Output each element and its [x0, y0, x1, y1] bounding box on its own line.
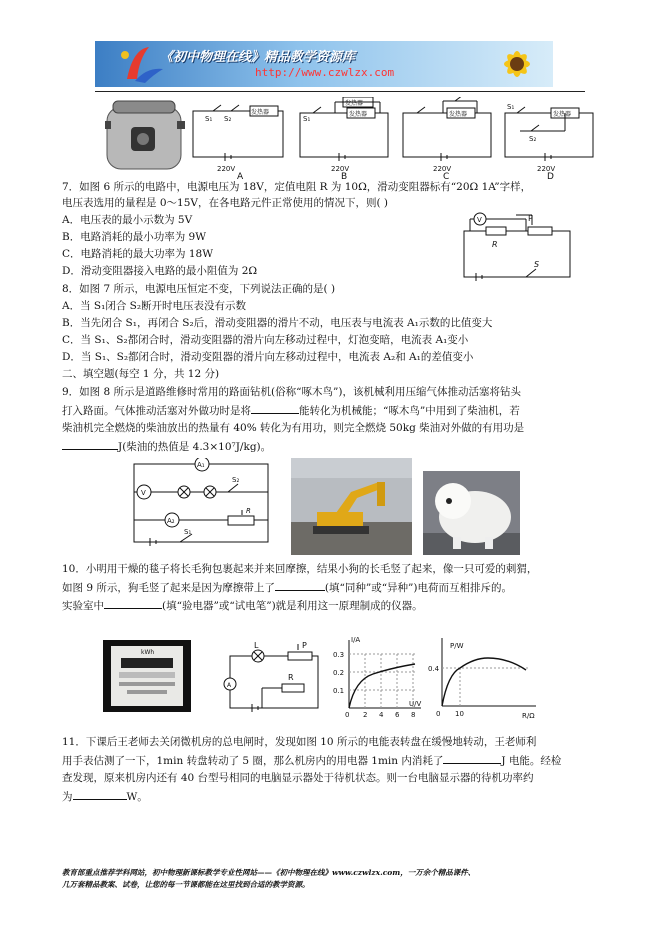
- q9-line-1: 9．如图 8 所示是道路维修时常用的路面钻机(俗称“啄木鸟”)，该机械利用压缩气体推动活塞将钻头: [62, 386, 521, 398]
- q9-blank-2[interactable]: [62, 438, 118, 450]
- q9-line-3: 柴油机完全燃烧的柴油放出的热量有 40% 转化为有用功，则完全燃烧 50kg 柴油对外做的有用功是: [62, 422, 525, 434]
- svg-text:220V: 220V: [433, 165, 452, 173]
- svg-text:R: R: [246, 507, 251, 515]
- svg-text:6: 6: [395, 711, 400, 719]
- header-divider: [95, 91, 585, 92]
- electric-meter-image: [103, 640, 191, 712]
- svg-text:0: 0: [436, 710, 441, 718]
- svg-text:A: A: [237, 172, 244, 179]
- svg-text:10: 10: [455, 710, 464, 718]
- svg-text:V: V: [477, 216, 482, 224]
- svg-text:S₂: S₂: [232, 476, 240, 484]
- footer-line-2: 几万套精品教案、试卷，让您的每一节课都能在这里找到合适的教学资源。: [62, 880, 310, 889]
- svg-text:发热器: 发热器: [449, 111, 468, 118]
- excavator-photo: [291, 458, 412, 555]
- q8-stem: 8．如图 7 所示，电源电压恒定不变，下列说法正确的是( ): [62, 283, 336, 295]
- svg-text:S₁: S₁: [184, 528, 192, 536]
- svg-text:4: 4: [379, 711, 384, 719]
- banner-title: 《初中物理在线》精品教学资源库: [160, 50, 356, 65]
- q7-option-c: C．电路消耗的最大功率为 18W: [62, 248, 214, 260]
- svg-text:R/Ω: R/Ω: [522, 712, 535, 720]
- sunflower-icon: [487, 41, 547, 87]
- q10-blank-2[interactable]: [104, 597, 162, 609]
- q7-option-a: A．电压表的最小示数为 5V: [62, 214, 193, 226]
- svg-text:A₂: A₂: [167, 517, 175, 525]
- svg-text:P/W: P/W: [450, 642, 464, 650]
- svg-text:L: L: [254, 641, 259, 650]
- section-fill-in-title: 二、填空题(每空 1 分，共 12 分): [62, 368, 220, 380]
- q11-line-3: 查发现，原来机房内还有 40 台型号相同的电脑显示器处于待机状态。则一台电脑显示器的待机功率约: [62, 772, 534, 784]
- svg-text:发热器: 发热器: [345, 100, 364, 107]
- q9-line-4: J(柴油的热值是 4.3×10⁷J/kg)。: [62, 438, 271, 455]
- svg-text:220V: 220V: [217, 165, 236, 173]
- svg-text:S: S: [534, 260, 540, 269]
- svg-text:A: A: [227, 682, 232, 689]
- q7-stem-line-2: 电压表选用的量程是 0～15V，在各电路元件正常使用的情况下，则( ): [62, 197, 388, 209]
- q10-line-2: 如图 9 所示，狗毛竖了起来是因为摩擦带上了 (填“同种”或“异种”)电荷而互相排斥的。: [62, 579, 512, 596]
- svg-text:P: P: [528, 214, 533, 223]
- figure-pr-graph: [428, 634, 540, 720]
- svg-text:C: C: [443, 172, 450, 179]
- svg-text:S₂: S₂: [224, 115, 232, 123]
- svg-text:R: R: [288, 673, 294, 682]
- q11-line-1: 11．下课后王老师去关闭微机房的总电闸时，发现如图 10 所示的电能表转盘在缓慢地转动，王老师利: [62, 736, 537, 748]
- q10-line-3: 实验室中 (填“验电器”或“试电笔”)就是利用这一原理制成的仪器。: [62, 597, 423, 614]
- svg-text:U/V: U/V: [409, 700, 422, 708]
- svg-text:I/A: I/A: [351, 636, 361, 644]
- q7-stem-line-1: 7．如图 6 所示的电路中，电源电压为 18V，定值电阻 R 为 10Ω，滑动变阻器标有“20Ω 1A”字样，: [62, 181, 532, 193]
- q11-line-2: 用手表估测了一下，1min 转盘转动了 5 圈，那么机房内的用电器 1min 内消耗了 J 电能。经检: [62, 752, 561, 769]
- svg-text:A₁: A₁: [197, 461, 205, 469]
- svg-text:D: D: [547, 172, 554, 179]
- svg-text:发热器: 发热器: [349, 111, 368, 118]
- svg-text:0.3: 0.3: [333, 651, 345, 659]
- q8-option-d: D．当 S₁、S₂都闭合时，滑动变阻器的滑片向左移动过程中，电流表 A₂和 A₁的差值变小: [62, 351, 474, 363]
- svg-text:R: R: [492, 240, 498, 249]
- q11-blank-2[interactable]: [73, 788, 127, 800]
- banner-url[interactable]: http://www.czwlzx.com: [255, 66, 395, 79]
- figure-iu-graph: [333, 634, 425, 720]
- q8-option-c: C．当 S₁、S₂都闭合时，滑动变阻器的滑片向左移动过程中，灯泡变暗，电流表 A₁变小: [62, 334, 469, 346]
- svg-text:P: P: [302, 641, 307, 650]
- svg-text:220V: 220V: [331, 165, 350, 173]
- svg-text:S₁: S₁: [303, 115, 311, 123]
- svg-text:S₁: S₁: [507, 103, 515, 111]
- svg-text:S₁: S₁: [205, 115, 213, 123]
- q11-line-4: 为 W。: [62, 788, 148, 805]
- svg-text:发热器: 发热器: [553, 111, 572, 118]
- svg-text:0.2: 0.2: [333, 669, 345, 677]
- svg-text:220V: 220V: [537, 165, 556, 173]
- svg-text:0.4: 0.4: [428, 665, 440, 673]
- dog-photo: [423, 471, 520, 555]
- svg-text:8: 8: [411, 711, 416, 719]
- q9-line-2: 打入路面。气体推动活塞对外做功时是将 能转化为机械能；“啄木鸟”中用到了柴油机，若: [62, 402, 520, 419]
- svg-text:发热器: 发热器: [251, 109, 270, 116]
- svg-text:0: 0: [345, 711, 350, 719]
- q8-option-a: A．当 S₁闭合 S₂断开时电压表没有示数: [62, 300, 247, 312]
- q7-option-b: B．电路消耗的最小功率为 9W: [62, 231, 207, 243]
- q11-blank-1[interactable]: [443, 752, 501, 764]
- svg-text:B: B: [341, 172, 348, 179]
- q10-line-1: 10．小明用干燥的毯子将长毛狗包裹起来并来回摩擦，结果小狗的长毛竖了起来，像一只可爱的刺猬，: [62, 563, 538, 575]
- figure-lamp-circuit: [222, 640, 326, 716]
- q9-blank-1[interactable]: [251, 402, 299, 414]
- figure-heater-circuits: [105, 97, 605, 179]
- figure-parallel-circuit: [128, 458, 280, 550]
- figure6-circuit: [456, 207, 578, 283]
- svg-text:S₂: S₂: [529, 135, 537, 143]
- pressure-cooker-image: [105, 101, 185, 169]
- q7-option-d: D．滑动变阻器接入电路的最小阻值为 2Ω: [62, 265, 258, 277]
- q8-option-b: B．当先闭合 S₁，再闭合 S₂后，滑动变阻器的滑片不动，电压表与电流表 A₁示数的比值变大: [62, 317, 493, 329]
- svg-text:0.1: 0.1: [333, 687, 345, 695]
- footer-line-1: 教育部重点推荐学科网站，初中物理新课标教学专业性网站——《初中物理在线》www.czwlzx.com，一万余个精品课件、: [62, 868, 476, 877]
- svg-text:kWh: kWh: [141, 649, 155, 656]
- svg-text:2: 2: [363, 711, 368, 719]
- q10-blank-1[interactable]: [275, 579, 325, 591]
- svg-text:V: V: [141, 489, 146, 497]
